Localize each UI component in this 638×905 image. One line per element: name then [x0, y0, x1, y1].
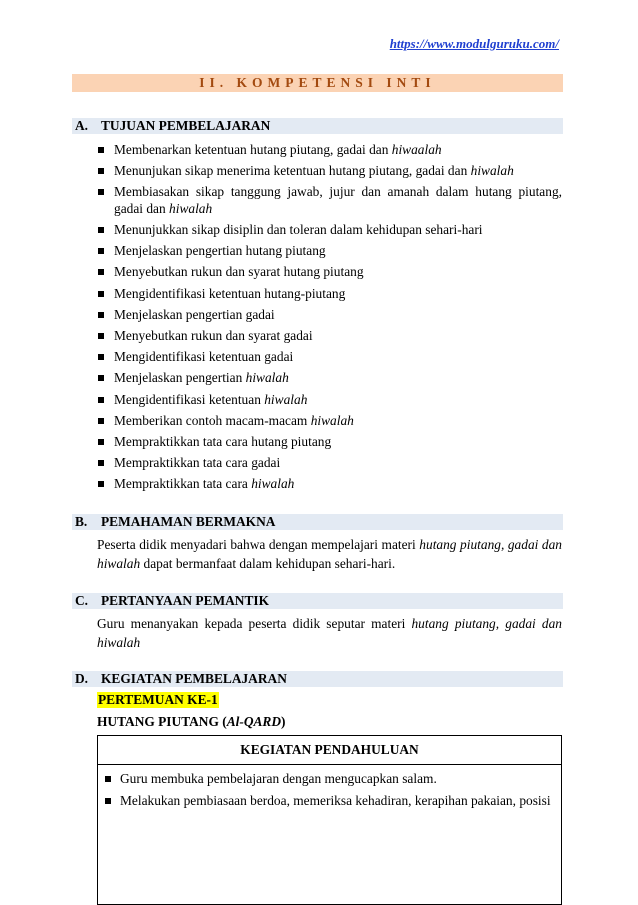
activity-table: [97, 735, 562, 905]
section-b-heading: [72, 514, 563, 530]
section-letter: A.: [75, 118, 89, 133]
list-item-text: Menjelaskan pengertian hutang piutang: [114, 243, 326, 259]
list-item-text: Mempraktikkan tata cara: [114, 476, 252, 492]
list-item: [97, 184, 562, 217]
list-item-emphasis: hiwalah: [245, 370, 289, 386]
list-item: [97, 328, 562, 345]
list-item: [97, 370, 562, 387]
list-item-emphasis: hiwalah: [251, 476, 295, 492]
list-item-text: Membenarkan ketentuan hutang piutang, gadai dan: [114, 142, 392, 157]
paragraph-text: dapat bermanfaat dalam kehidupan sehari-hari.: [140, 556, 396, 571]
list-item-text: Mengidentifikasi ketentuan: [114, 391, 265, 407]
pemantik-paragraph: [97, 614, 562, 652]
list-item-text: Mempraktikkan tata cara hutang piutang: [114, 433, 332, 449]
topic-emphasis: Al-QARD: [226, 714, 282, 729]
list-item: [97, 349, 562, 366]
activity-list: [98, 765, 561, 809]
list-item: [97, 455, 562, 472]
section-d-heading: [72, 671, 563, 687]
section-letter: C.: [75, 593, 89, 608]
paragraph-emphasis: hutang piutang, gadai dan hiwalah: [97, 537, 562, 571]
list-item: [97, 392, 562, 409]
section-heading-kompetensi-inti: II. KOMPETENSI INTI: [72, 74, 563, 92]
activity-item: Guru membuka pembelajaran dengan mengucapkan salam.: [102, 771, 561, 788]
topic-title: [97, 714, 286, 730]
meeting-label: PERTEMUAN KE-1: [98, 692, 218, 707]
section-title: PERTANYAAN PEMANTIK: [101, 593, 270, 608]
list-item-text: Mempraktikkan tata cara gadai: [114, 455, 281, 471]
activity-table-header: KEGIATAN PENDAHULUAN: [98, 736, 561, 765]
tujuan-list: [97, 142, 562, 498]
list-item: [97, 413, 562, 430]
list-item-emphasis: hiwalah: [470, 163, 514, 179]
section-title: TUJUAN PEMBELAJARAN: [101, 118, 271, 133]
list-item: [97, 476, 562, 493]
list-item: [97, 286, 562, 303]
topic-text: ): [281, 714, 286, 729]
section-letter: D.: [75, 671, 89, 686]
topic-text: HUTANG PIUTANG (: [97, 714, 227, 729]
list-item: [97, 163, 562, 180]
list-item: [97, 307, 562, 324]
section-title: KEGIATAN PEMBELAJARAN: [101, 671, 287, 686]
list-item-text: Menyebutkan rukun dan syarat gadai: [114, 328, 313, 343]
list-item-text: Menunjukan sikap menerima ketentuan hutang piutang, gadai dan: [114, 163, 471, 179]
list-item-emphasis: hiwalah: [310, 412, 354, 428]
list-item-text: Menjelaskan pengertian gadai: [114, 306, 275, 322]
list-item-text: Menunjukkan sikap disiplin dan toleran dalam kehidupan sehari-hari: [114, 222, 483, 238]
list-item-emphasis: hiwaalah: [391, 142, 442, 157]
list-item-text: Membiasakan sikap tanggung jawab, jujur dan amanah dalam hutang piutang, gadai dan: [114, 184, 562, 216]
section-c-heading: [72, 593, 563, 609]
list-item-text: Menjelaskan pengertian: [114, 370, 246, 386]
list-item: [97, 434, 562, 451]
paragraph-emphasis: hutang piutang, gadai dan hiwalah: [97, 616, 562, 650]
pemahaman-paragraph: [97, 535, 562, 573]
paragraph-text: Guru menanyakan kepada peserta didik seputar materi: [97, 616, 412, 631]
list-item: [97, 243, 562, 260]
list-item: [97, 264, 562, 281]
list-item: [97, 142, 562, 159]
section-letter: B.: [75, 514, 88, 529]
list-item-text: Mengidentifikasi ketentuan hutang-piutang: [114, 285, 346, 301]
list-item-emphasis: hiwalah: [264, 391, 308, 407]
list-item-text: Memberikan contoh macam-macam: [114, 412, 311, 428]
list-item-text: Mengidentifikasi ketentuan gadai: [114, 349, 294, 365]
list-item: [97, 222, 562, 239]
list-item-text: Menyebutkan rukun dan syarat hutang piutang: [114, 264, 364, 280]
section-a-heading: [72, 118, 563, 134]
section-title: PEMAHAMAN BERMAKNA: [101, 514, 276, 529]
paragraph-text: Peserta didik menyadari bahwa dengan mempelajari materi: [97, 537, 420, 552]
activity-item: Melakukan pembiasaan berdoa, memeriksa kehadiran, kerapihan pakaian, posisi: [102, 793, 561, 810]
list-item-emphasis: hiwalah: [169, 200, 213, 216]
website-url[interactable]: https://www.modulguruku.com/: [389, 36, 559, 51]
